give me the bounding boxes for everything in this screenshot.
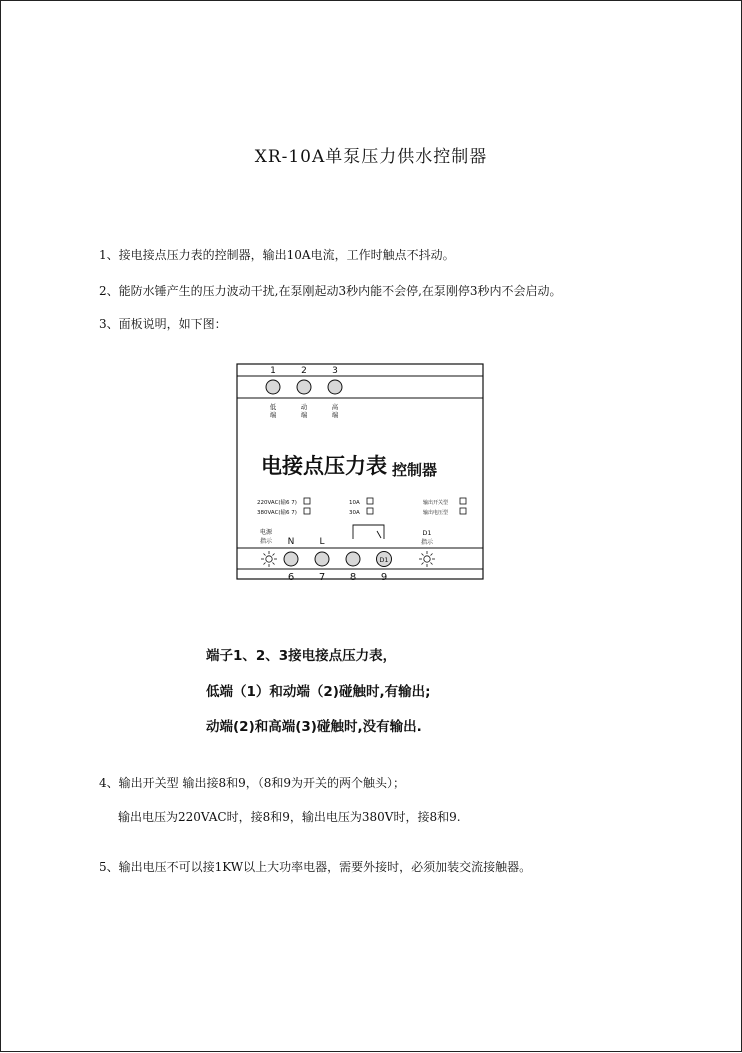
terminal-2-label-line1: 动 <box>300 403 308 411</box>
paragraph-5: 5、输出电压不可以接1KW以上大功率电器，需要外接时，必须加装交流接触器。 <box>99 860 532 874</box>
relay-contact-bracket <box>353 525 384 539</box>
paragraph-1: 1、接电接点压力表的控制器，输出10A电流，工作时触点不抖动。 <box>99 248 455 262</box>
note-line-1: 端子1、2、3接电接点压力表， <box>206 648 397 664</box>
d1-indicator-label-line2: 指示 <box>420 539 434 546</box>
terminal-l-label: L <box>319 537 325 547</box>
d1-indicator-label-line1: D1 <box>422 529 432 537</box>
power-indicator-lamp-icon <box>261 551 277 567</box>
panel-main-subtitle: 控制器 <box>392 461 438 479</box>
terminal-1-label-line2: 端 <box>269 411 277 419</box>
output-option-voltage: 输出电压型 <box>423 510 449 516</box>
relay-contact-switch <box>377 531 381 538</box>
terminal-6-number: 6 <box>287 572 295 583</box>
terminal-2-label-line2: 端 <box>300 411 308 419</box>
paragraph-3: 3、面板说明，如下图： <box>99 317 227 331</box>
voltage-option-220: 220VAC(输6 7) <box>257 500 297 506</box>
terminal-3-label-line2: 端 <box>331 411 339 419</box>
voltage-option-380: 380VAC(输6 7) <box>257 510 297 516</box>
current-30a-checkbox <box>367 508 373 514</box>
terminal-n-label: N <box>287 537 295 547</box>
current-10a-checkbox <box>367 498 373 504</box>
output-option-switch: 输出开关型 <box>423 500 449 506</box>
d1-indicator-lamp-icon <box>419 551 435 567</box>
current-option-10a: 10A <box>349 500 360 506</box>
document-title: XR-10A单泵压力供水控制器 <box>254 147 488 167</box>
output-voltage-checkbox <box>460 508 466 514</box>
power-indicator-label-line2: 指示 <box>260 538 273 545</box>
terminal-2-screw <box>297 380 311 394</box>
power-indicator-label-line1: 电源 <box>260 529 273 536</box>
terminal-6-screw <box>284 552 298 566</box>
panel-main-title: 电接点压力表 <box>261 454 387 478</box>
terminal-3-screw <box>328 380 342 394</box>
terminal-2-number: 2 <box>301 366 307 376</box>
note-line-2: 低端（1）和动端（2)碰触时,有输出; <box>206 684 431 700</box>
terminal-3-label-line1: 高 <box>331 403 339 411</box>
panel-diagram <box>1 1 742 1053</box>
terminal-1-label-line1: 低 <box>269 403 277 411</box>
note-line-3: 动端(2)和高端(3)碰触时,没有输出. <box>206 719 422 735</box>
voltage-220-checkbox <box>304 498 310 504</box>
paragraph-4: 4、输出开关型 输出接8和9，（8和9为开关的两个触头）； <box>99 776 405 790</box>
terminal-8-screw <box>346 552 360 566</box>
terminal-1-number: 1 <box>270 366 276 376</box>
paragraph-4-detail: 输出电压为220VAC时，接8和9，输出电压为380V时，接8和9. <box>118 810 461 824</box>
d1-circle-text: D1 <box>379 556 389 564</box>
terminal-1-screw <box>266 380 280 394</box>
terminal-9-number: 9 <box>380 572 388 583</box>
voltage-380-checkbox <box>304 508 310 514</box>
current-option-30a: 30A <box>349 510 360 516</box>
terminal-7-screw <box>315 552 329 566</box>
output-switch-checkbox <box>460 498 466 504</box>
terminal-7-number: 7 <box>318 572 326 583</box>
terminal-8-number: 8 <box>349 572 357 583</box>
terminal-3-number: 3 <box>332 366 338 376</box>
paragraph-2: 2、能防水锤产生的压力波动干扰,在泵刚起动3秒内能不会停,在泵刚停3秒内不会启动。 <box>99 284 562 298</box>
